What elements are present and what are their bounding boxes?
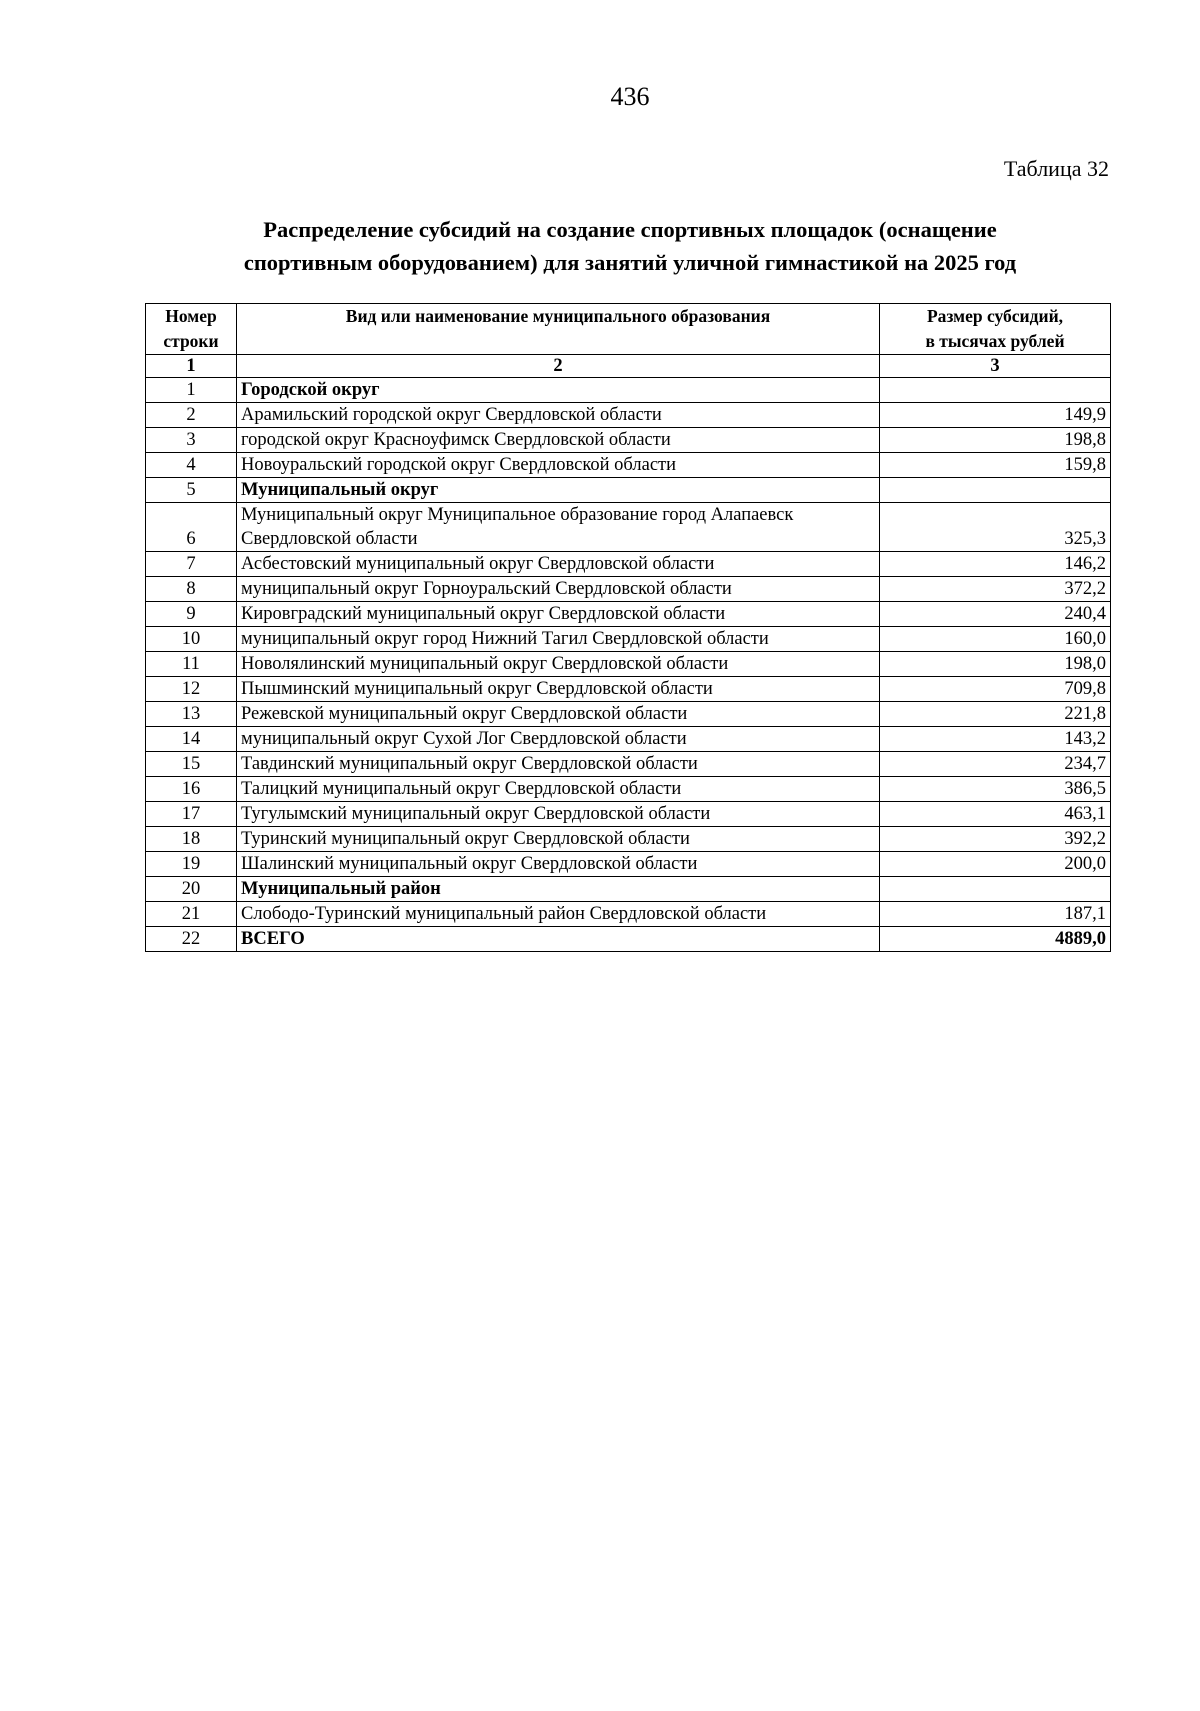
municipality-name: муниципальный округ город Нижний Тагил Свердловской области [237,627,880,652]
row-number: 8 [146,577,237,602]
municipality-name: Шалинский муниципальный округ Свердловской области [237,852,880,877]
document-title-line-2: спортивным оборудованием) для занятий уличной гимнастикой на 2025 год [243,250,1017,275]
subsidy-amount: 392,2 [880,827,1111,852]
municipality-name: Туринский муниципальный округ Свердловской области [237,827,880,852]
column-index: 2 [237,355,880,378]
table-row [146,478,1111,503]
table-row [146,403,1111,428]
row-number: 10 [146,627,237,652]
row-number: 13 [146,702,237,727]
row-number: 16 [146,777,237,802]
table-row [146,827,1111,852]
municipality-name: городской округ Красноуфимск Свердловской области [237,428,880,453]
subsidy-amount: 386,5 [880,777,1111,802]
row-number: 18 [146,827,237,852]
header-municipality-name-text: Вид или наименование муниципального образования [345,306,771,326]
row-number: 15 [146,752,237,777]
subsidy-amount: 160,0 [880,627,1111,652]
municipality-name: Муниципальный район [237,877,880,902]
table-row [146,503,1111,552]
row-number: 7 [146,552,237,577]
table-header-row [146,304,1111,355]
row-number: 17 [146,802,237,827]
row-number: 1 [146,378,237,403]
column-index: 3 [880,355,1111,378]
municipality-name: Городской округ [237,378,880,403]
table-row [146,428,1111,453]
document-title-line-1: Распределение субсидий на создание спортивных площадок (оснащение [263,217,997,242]
subsidy-amount: 146,2 [880,552,1111,577]
row-number: 2 [146,403,237,428]
row-number: 5 [146,478,237,503]
table-body [146,378,1111,952]
table-row [146,577,1111,602]
table-row [146,677,1111,702]
header-row-number-line-1: Номер [165,306,217,326]
subsidy-amount: 198,8 [880,428,1111,453]
municipality-name: Режевской муниципальный округ Свердловской области [237,702,880,727]
row-number: 20 [146,877,237,902]
table-row [146,552,1111,577]
municipality-name: Тугулымский муниципальный округ Свердловской области [237,802,880,827]
subsidy-amount: 372,2 [880,577,1111,602]
municipality-name: Новолялинский муниципальный округ Свердловской области [237,652,880,677]
subsidy-amount: 200,0 [880,852,1111,877]
header-subsidy-amount-line-2: в тысячах рублей [925,331,1065,351]
subsidy-amount: 221,8 [880,702,1111,727]
row-number: 22 [146,927,237,952]
table-row [146,877,1111,902]
table-row [146,652,1111,677]
subsidy-table [145,303,1111,952]
municipality-name: Арамильский городской округ Свердловской области [237,403,880,428]
header-row-number-line-2: строки [163,331,219,351]
subsidy-amount: 143,2 [880,727,1111,752]
municipality-name: муниципальный округ Сухой Лог Свердловской области [237,727,880,752]
municipality-name: Новоуральский городской округ Свердловской области [237,453,880,478]
table-row [146,378,1111,403]
row-number: 21 [146,902,237,927]
page-number: 436 [610,82,650,111]
subsidy-amount: 159,8 [880,453,1111,478]
subsidy-amount [880,378,1111,403]
row-number: 6 [146,503,237,552]
municipality-name: Асбестовский муниципальный округ Свердловской области [237,552,880,577]
row-number: 19 [146,852,237,877]
municipality-name: Тавдинский муниципальный округ Свердловской области [237,752,880,777]
subsidy-amount: 463,1 [880,802,1111,827]
table-row [146,777,1111,802]
subsidy-amount: 325,3 [880,503,1111,552]
subsidy-amount: 4889,0 [880,927,1111,952]
row-number: 9 [146,602,237,627]
subsidy-amount: 234,7 [880,752,1111,777]
subsidy-amount [880,877,1111,902]
row-number: 3 [146,428,237,453]
subsidy-amount: 149,9 [880,403,1111,428]
table-row [146,852,1111,877]
header-municipality-name [237,304,880,355]
table-row [146,602,1111,627]
document-title [140,213,1120,279]
subsidy-amount: 240,4 [880,602,1111,627]
table-row [146,752,1111,777]
table-row [146,727,1111,752]
municipality-name: Кировградский муниципальный округ Свердловской области [237,602,880,627]
table-row [146,702,1111,727]
municipality-name-line-1: Муниципальный округ Муниципальное образование город Алапаевск [241,505,794,525]
table-row [146,453,1111,478]
municipality-name: ВСЕГО [237,927,880,952]
header-subsidy-amount [880,304,1111,355]
header-subsidy-amount-line-1: Размер субсидий, [926,306,1064,326]
municipality-name [237,503,880,552]
column-index-row [146,355,1111,378]
table-row [146,927,1111,952]
table-row [146,802,1111,827]
header-row-number [146,304,237,355]
subsidy-amount: 709,8 [880,677,1111,702]
subsidy-amount: 187,1 [880,902,1111,927]
table-row [146,627,1111,652]
row-number: 11 [146,652,237,677]
municipality-name: Слободо-Туринский муниципальный район Свердловской области [237,902,880,927]
municipality-name: муниципальный округ Горноуральский Свердловской области [237,577,880,602]
subsidy-amount [880,478,1111,503]
municipality-name-line-2: Свердловской области [241,529,418,549]
row-number: 12 [146,677,237,702]
row-number: 14 [146,727,237,752]
row-number: 4 [146,453,237,478]
municipality-name: Пышминский муниципальный округ Свердловской области [237,677,880,702]
table-row [146,902,1111,927]
municipality-name: Муниципальный округ [237,478,880,503]
municipality-name: Талицкий муниципальный округ Свердловской области [237,777,880,802]
table-label: Таблица 32 [1003,156,1109,181]
subsidy-amount: 198,0 [880,652,1111,677]
column-index: 1 [146,355,237,378]
